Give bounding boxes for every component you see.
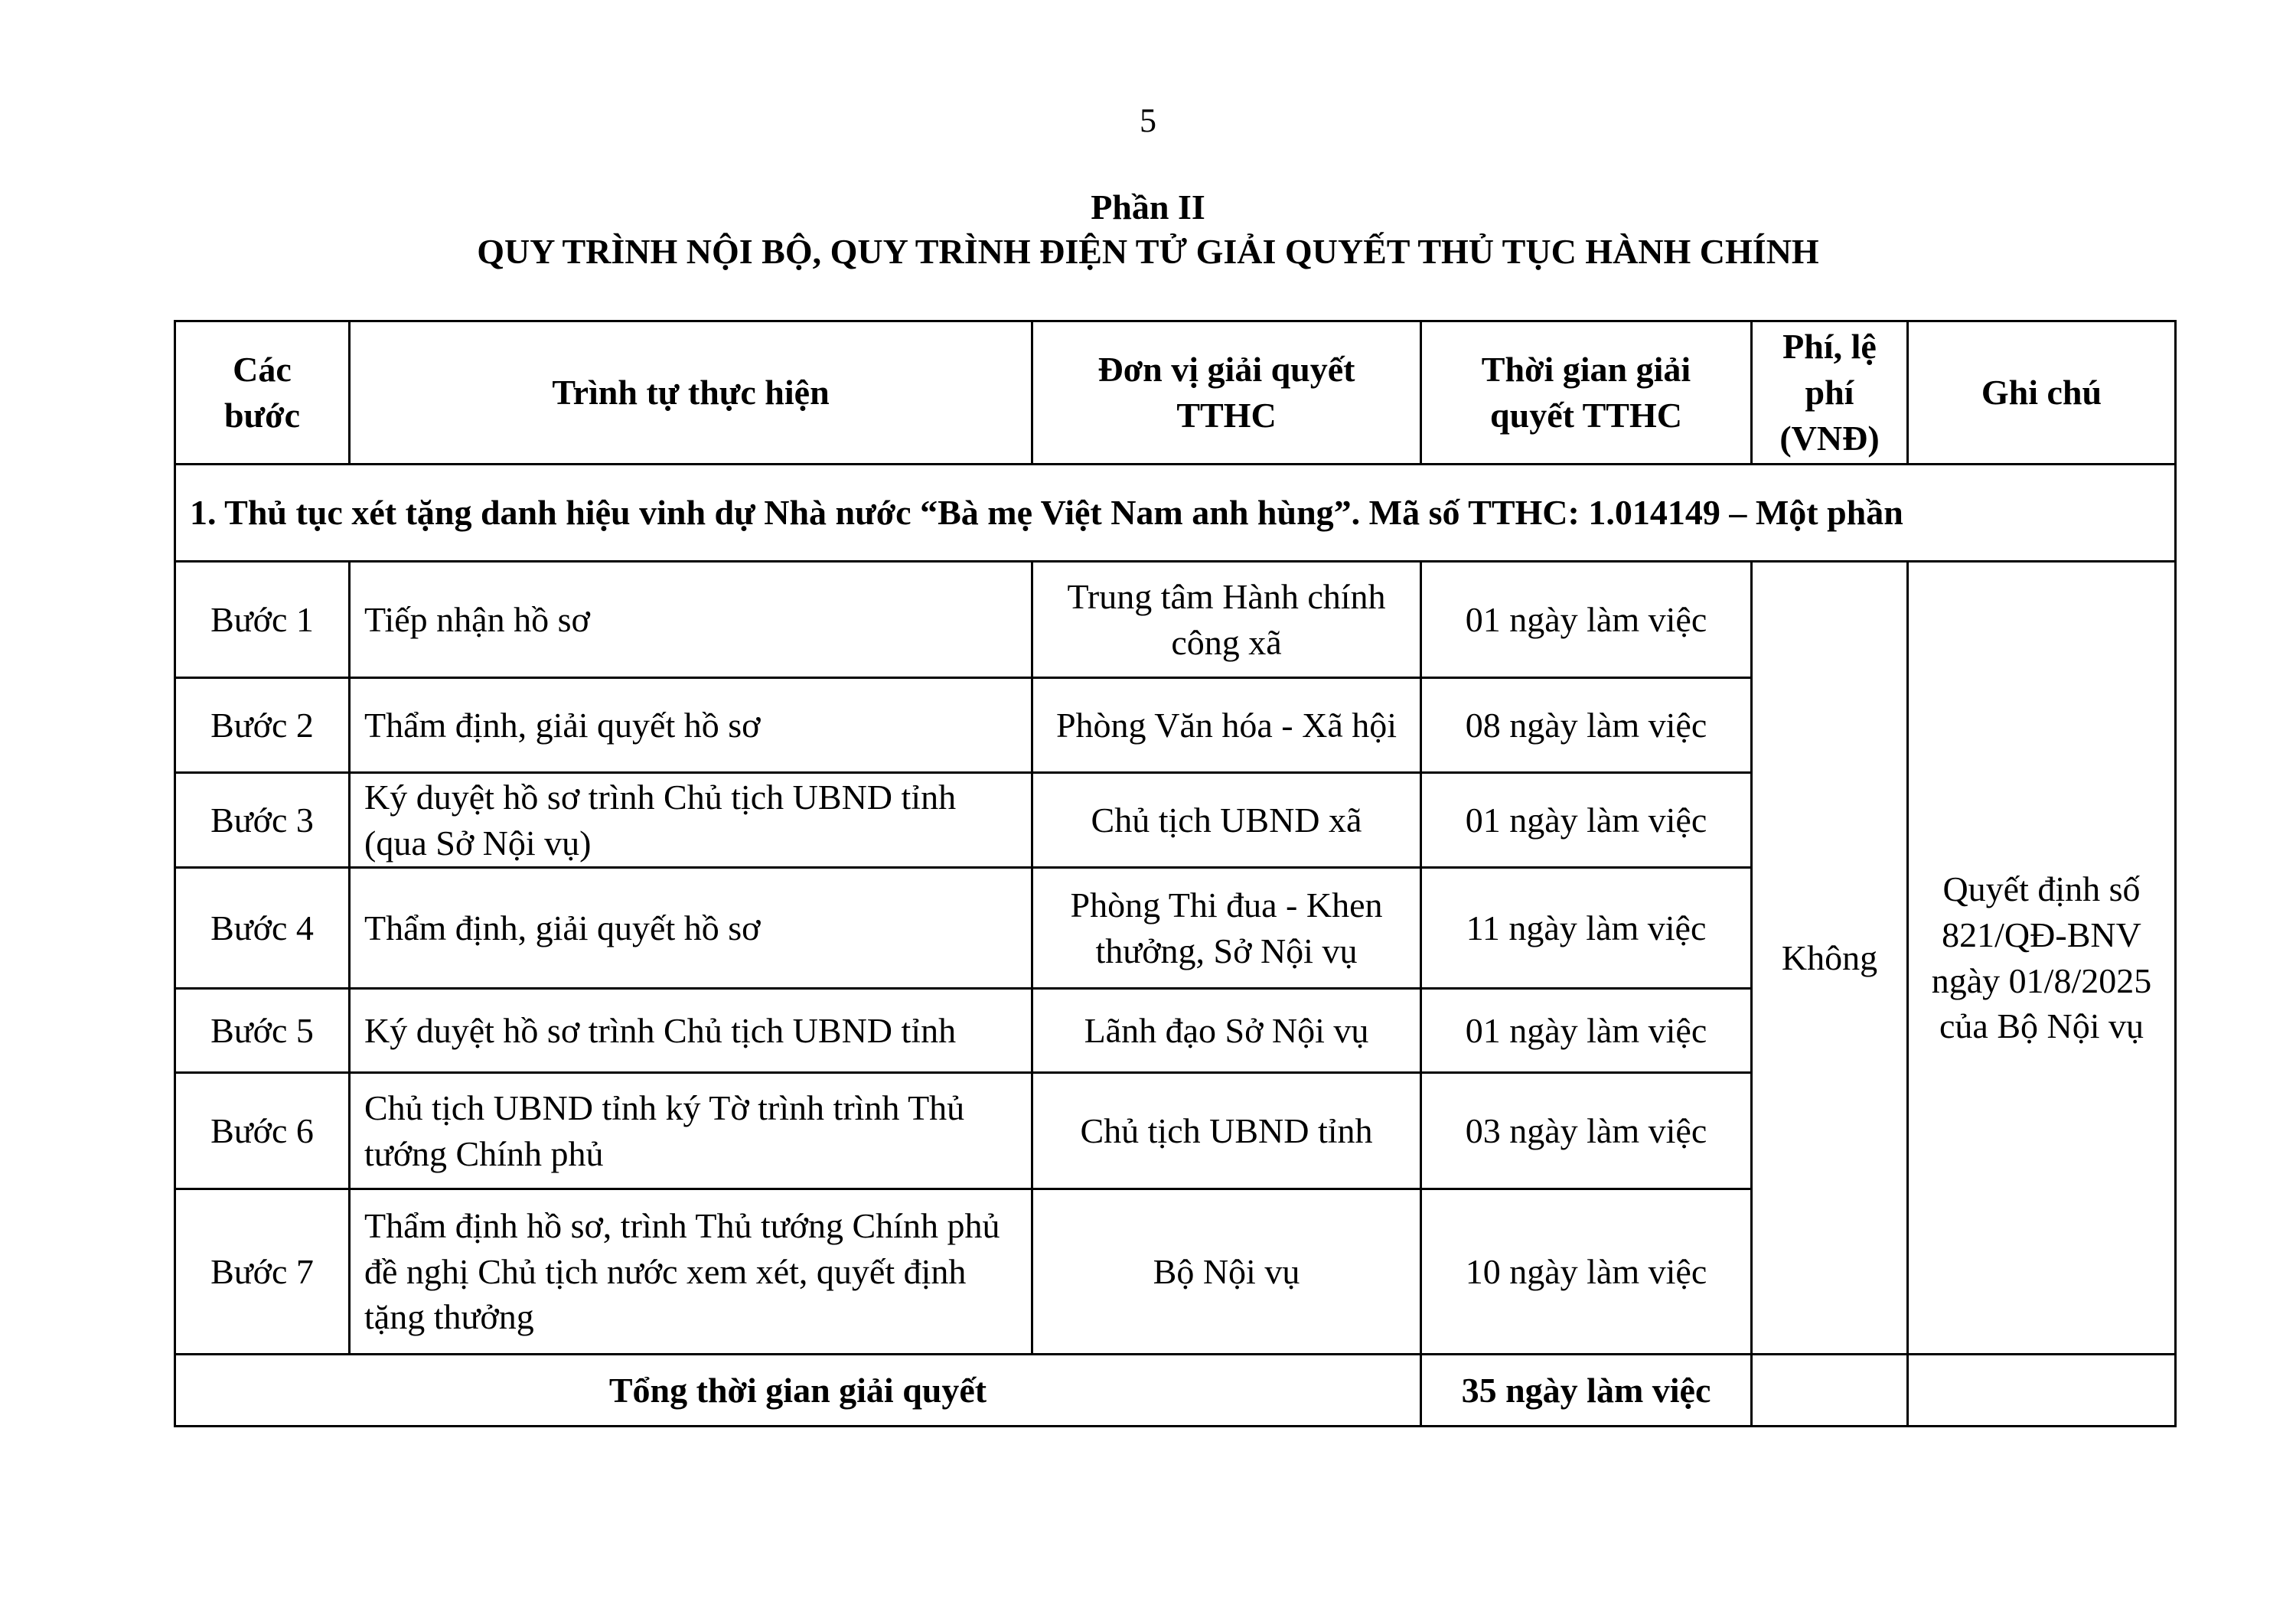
header-time-line1: Thời gian giải [1481,350,1691,390]
time-cell: 01 ngày làm việc [1421,562,1752,678]
header-row [175,321,2176,465]
header-fee [1752,321,1908,465]
header-note: Ghi chú [1908,321,2176,465]
step-cell: Bước 6 [175,1073,350,1189]
procedure-table [174,320,2177,1427]
time-cell: 08 ngày làm việc [1421,678,1752,773]
header-unit-line2: TTHC [1176,396,1277,435]
total-time: 35 ngày làm việc [1421,1355,1752,1427]
note-line4: của Bộ Nội vụ [1939,1006,2144,1046]
page-number: 5 [1140,102,1156,139]
unit-cell: Trung tâm Hành chính công xã [1032,562,1421,678]
time-cell: 03 ngày làm việc [1421,1073,1752,1189]
header-steps [175,321,350,465]
step-cell: Bước 5 [175,989,350,1073]
note-line3: ngày 01/8/2025 [1931,960,2152,1000]
sequence-cell: Ký duyệt hồ sơ trình Chủ tịch UBND tỉnh [350,989,1032,1073]
table-row [175,562,2176,678]
part-title: Phần II [1091,188,1205,227]
note-line2: 821/QĐ-BNV [1942,915,2141,954]
header-steps-line2: bước [223,396,301,435]
note-cell [1908,562,2176,1355]
unit-cell: Lãnh đạo Sở Nội vụ [1032,989,1421,1073]
header-time [1421,321,1752,465]
step-cell: Bước 2 [175,678,350,773]
section-title: 1. Thủ tục xét tặng danh hiệu vinh dự Nhà nước “Bà mẹ Việt Nam anh hùng”. Mã số TTHC: 1.014149 – Một phần [175,465,2176,562]
total-label: Tổng thời gian giải quyết [175,1355,1421,1427]
header-sequence: Trình tự thực hiện [350,321,1032,465]
page-title: QUY TRÌNH NỘI BỘ, QUY TRÌNH ĐIỆN TỬ GIẢI QUYẾT THỦ TỤC HÀNH CHÍNH [477,232,1819,271]
total-fee-empty [1752,1355,1908,1427]
total-row [175,1355,2176,1427]
header-unit-line1: Đơn vị giải quyết [1097,350,1355,390]
time-cell: 01 ngày làm việc [1421,989,1752,1073]
note-line1: Quyết định số [1942,869,2141,908]
step-cell: Bước 1 [175,562,350,678]
unit-cell: Bộ Nội vụ [1032,1189,1421,1355]
header-fee-line1: Phí, lệ [1782,327,1877,367]
sequence-cell: Thẩm định, giải quyết hồ sơ [350,678,1032,773]
sequence-cell: Chủ tịch UBND tỉnh ký Tờ trình trình Thủ tướng Chính phủ [350,1073,1032,1189]
time-cell: 01 ngày làm việc [1421,773,1752,868]
sequence-cell: Ký duyệt hồ sơ trình Chủ tịch UBND tỉnh (qua Sở Nội vụ) [350,773,1032,868]
section-row [175,465,2176,562]
step-cell: Bước 3 [175,773,350,868]
unit-cell: Chủ tịch UBND tỉnh [1032,1073,1421,1189]
header-unit [1032,321,1421,465]
header-fee-line3: (VNĐ) [1779,418,1880,458]
step-cell: Bước 4 [175,868,350,989]
total-note-empty [1908,1355,2176,1427]
header-time-line2: quyết TTHC [1490,396,1682,435]
step-cell: Bước 7 [175,1189,350,1355]
sequence-cell: Thẩm định hồ sơ, trình Thủ tướng Chính phủ đề nghị Chủ tịch nước xem xét, quyết định tặng thưởng [350,1189,1032,1355]
unit-cell: Chủ tịch UBND xã [1032,773,1421,868]
sequence-cell: Tiếp nhận hồ sơ [350,562,1032,678]
fee-cell: Không [1752,562,1908,1355]
sequence-cell: Thẩm định, giải quyết hồ sơ [350,868,1032,989]
time-cell: 11 ngày làm việc [1421,868,1752,989]
header-steps-line1: Các [233,350,292,390]
unit-cell: Phòng Thi đua - Khen thưởng, Sở Nội vụ [1032,868,1421,989]
header-fee-line2: phí [1805,373,1854,413]
unit-cell: Phòng Văn hóa - Xã hội [1032,678,1421,773]
time-cell: 10 ngày làm việc [1421,1189,1752,1355]
